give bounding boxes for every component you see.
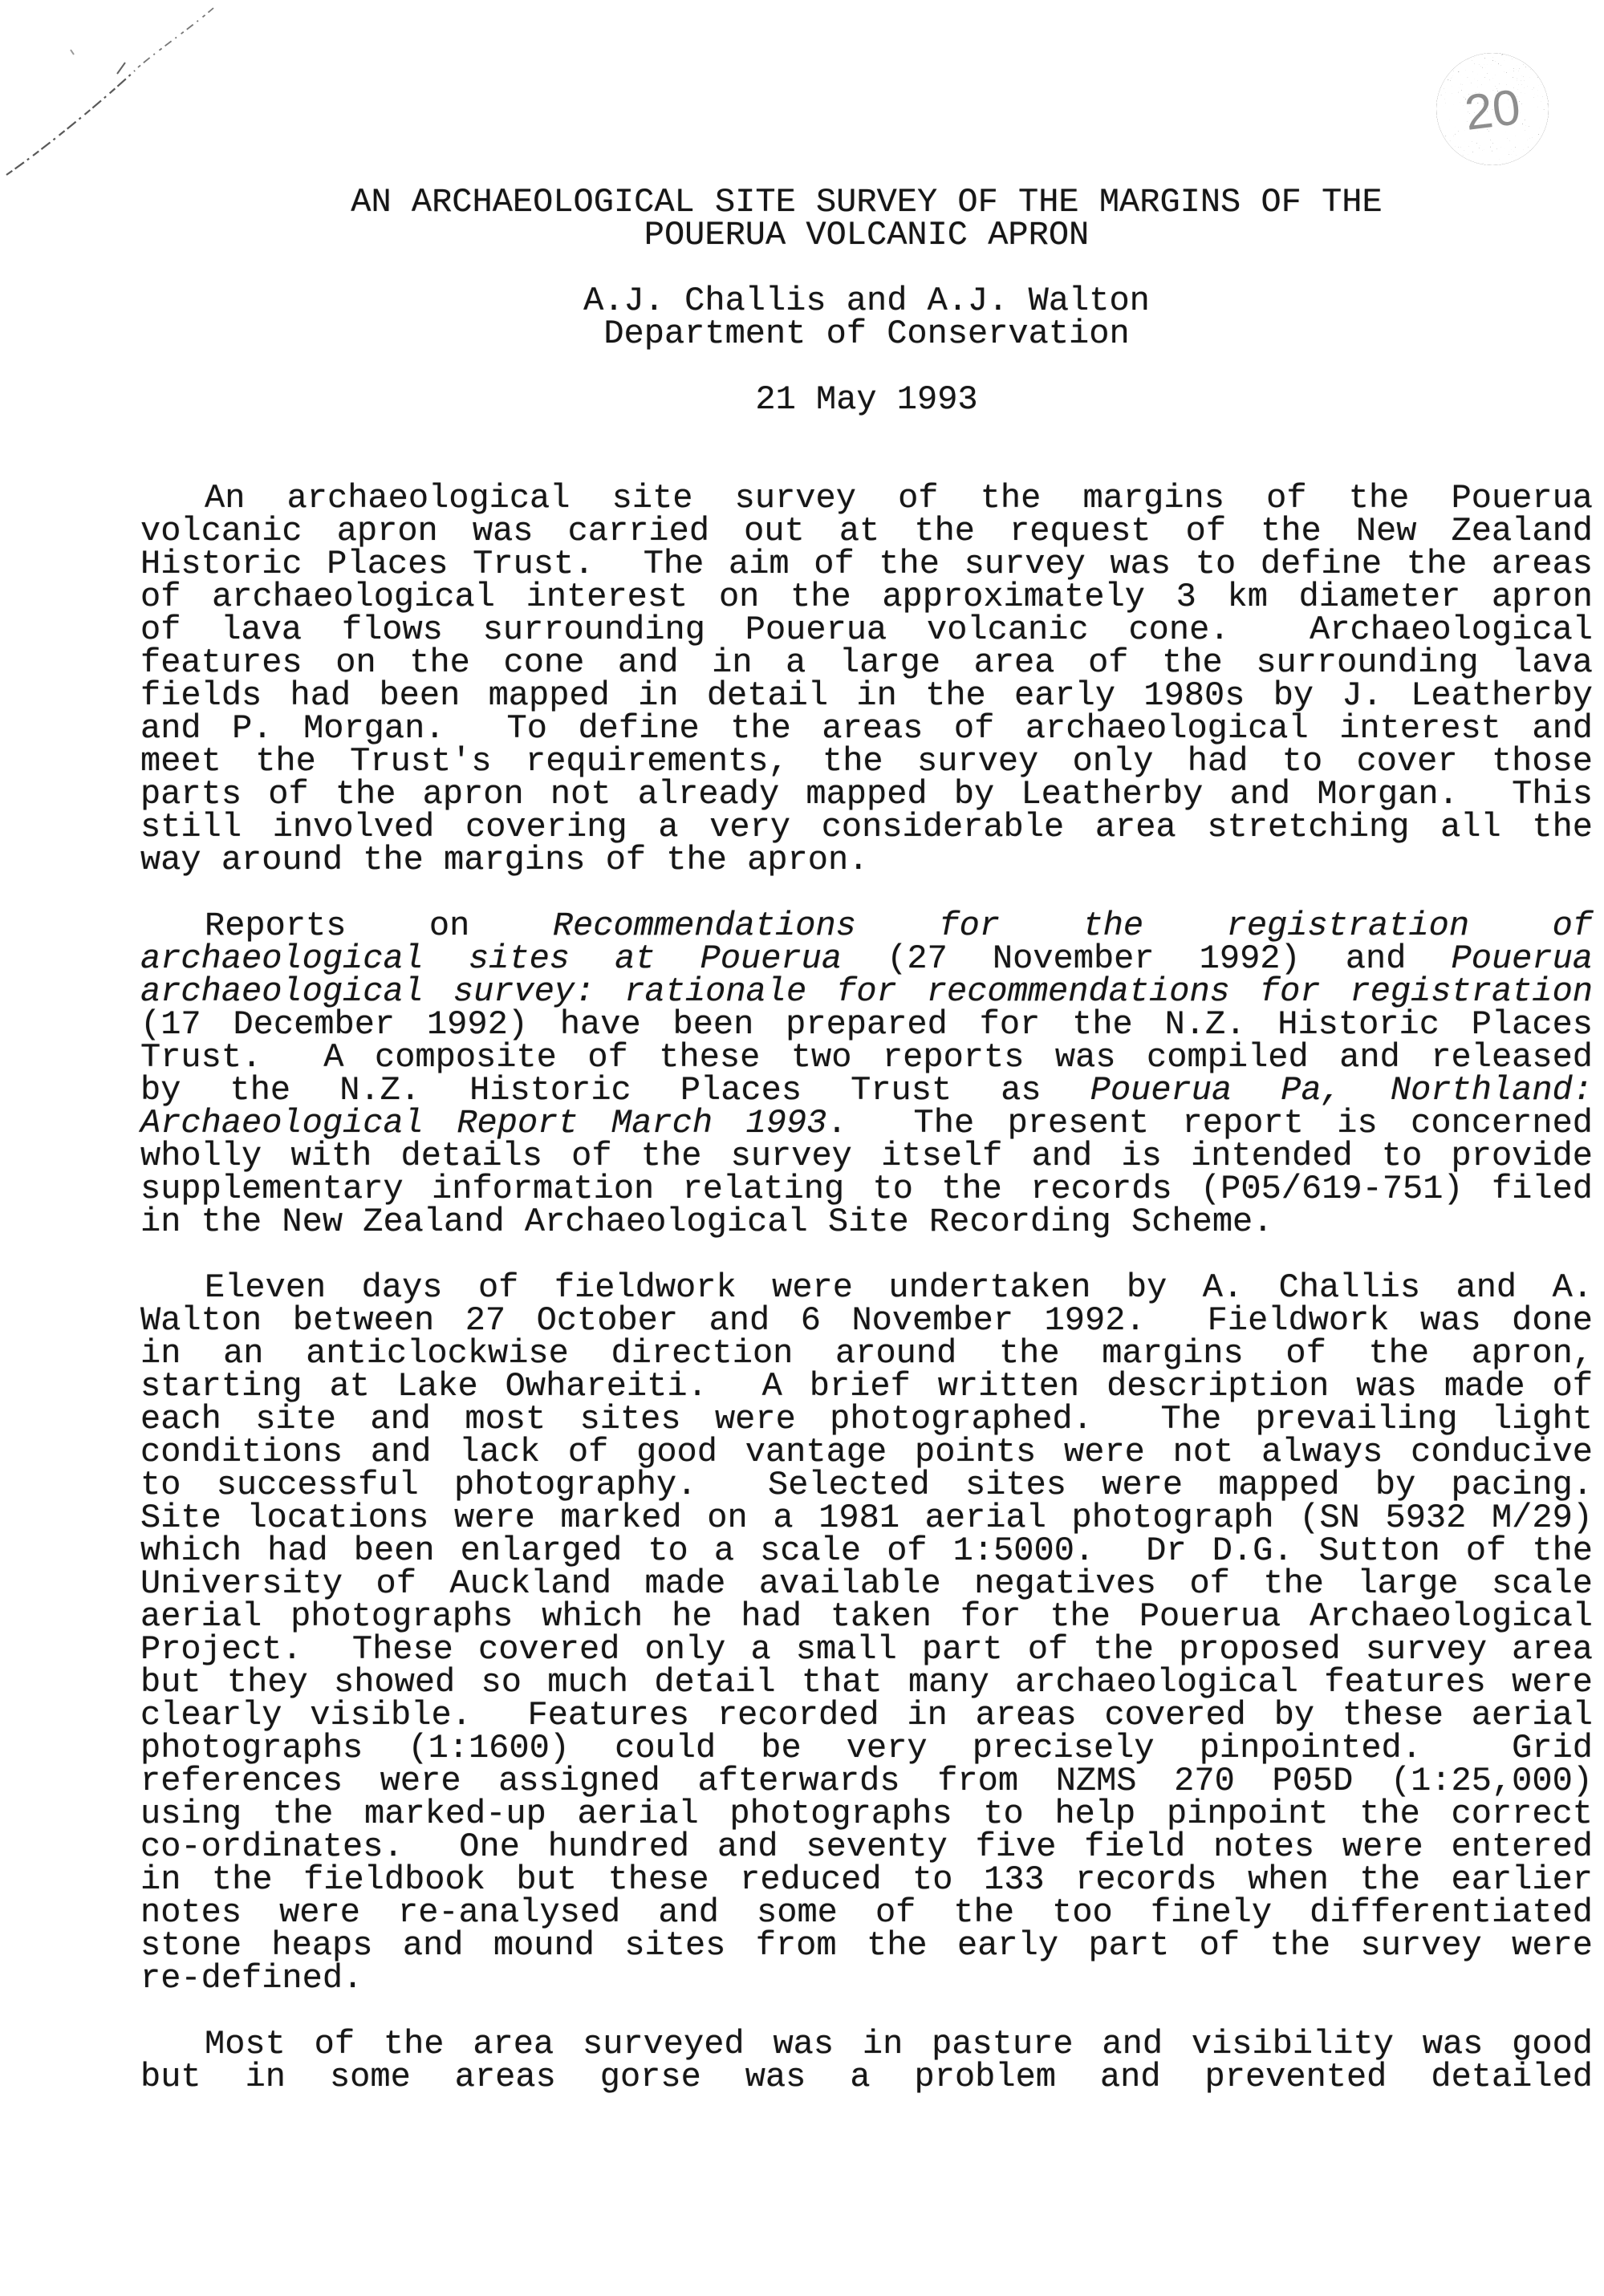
text-line [140,1827,1593,1866]
text-line [140,1729,1593,1767]
text-segment: . The present report is concerned [826,1104,1593,1142]
document-title-line2: POUERUA VOLCANIC APRON [644,216,1090,254]
document-body [140,479,1593,2096]
paragraph [140,907,1593,1241]
text-line [140,709,1593,748]
text-segment: volcanic apron was carried out at the request of the New Zealand [140,512,1593,550]
typed-document [140,0,1593,2094]
text-segment: Most of the area surveyed was in pasture and visibility was good [205,2025,1593,2063]
italic-text-segment: Pouerua [1451,939,1593,978]
text-line [140,808,1593,846]
text-line [140,972,1593,1011]
text-line [140,1597,1593,1636]
text-segment: to successful photography. Selected sites were mapped by pacing. [140,1466,1593,1504]
text-segment: Walton between 27 October and 6 November 1992. Fieldwork was done [140,1301,1593,1340]
text-line [140,1696,1593,1734]
text-segment: (27 November 1992) and [842,939,1452,978]
text-segment: fields had been mapped in detail in the early 1980s by J. Leatherby [140,676,1593,715]
text-line [140,1531,1593,1570]
text-segment: of lava flows surrounding Pouerua volcanic cone. Archaeological [140,611,1593,649]
text-segment: each site and most sites were photographed. The prevailing light [140,1400,1593,1438]
text-line [140,1005,1593,1044]
text-line [140,1433,1593,1471]
text-segment: Historic Places Trust. The aim of the survey was to define the areas [140,545,1593,583]
document-authors: A.J. Challis and A.J. Walton [583,282,1150,320]
text-line [140,1630,1593,1669]
text-segment: aerial photographs which he had taken for the Pouerua Archaeological [140,1597,1593,1636]
text-line [140,1367,1593,1406]
document-date: 21 May 1993 [755,380,978,419]
text-segment: Site locations were marked on a 1981 aerial photograph (SN 5932 M/29) [140,1499,1593,1537]
text-segment: still involved covering a very considerable area stretching all the [140,808,1593,846]
text-line [140,1071,1593,1109]
text-segment: notes were re-analysed and some of the too finely differentiated [140,1893,1593,1932]
text-line [140,1203,1593,1241]
paragraph [140,2025,1593,2096]
text-line [140,479,1593,517]
text-segment: using the marked-up aerial photographs to help pinpoint the correct [140,1795,1593,1833]
text-line [140,643,1593,682]
italic-text-segment: archaeological sites at Pouerua [140,939,843,978]
text-line [140,1466,1593,1504]
text-line [140,907,1593,945]
text-line [140,512,1593,550]
text-segment: Trust. A composite of these two reports was compiled and released [140,1038,1593,1077]
text-line [140,1137,1593,1175]
text-line [140,742,1593,781]
text-segment: and P. Morgan. To define the areas of archaeological interest and [140,709,1593,748]
text-line [140,676,1593,715]
text-segment: conditions and lack of good vantage points were not always conducive [140,1433,1593,1471]
text-line [140,1926,1593,1965]
text-line [140,1038,1593,1077]
text-segment: re-defined. [140,1959,363,1998]
text-line [140,1795,1593,1833]
text-line [140,1334,1593,1373]
text-segment: starting at Lake Owhareiti. A brief written description was made of [140,1367,1593,1406]
stamp-number-text: 20 [1461,79,1524,141]
text-segment: parts of the apron not already mapped by Leatherby and Morgan. This [140,775,1593,813]
text-segment: Reports on [205,907,553,945]
text-line [140,2025,1593,2063]
text-line [140,1104,1593,1142]
text-segment: clearly visible. Features recorded in areas covered by these aerial [140,1696,1593,1734]
text-segment: Eleven days of fieldwork were undertaken by A. Challis and A. [205,1268,1593,1307]
text-line [140,841,1593,879]
text-segment: co-ordinates. One hundred and seventy five field notes were entered [140,1827,1593,1866]
text-segment: which had been enlarged to a scale of 1:5000. Dr D.G. Sutton of the [140,1531,1593,1570]
text-line [140,775,1593,813]
text-segment: wholly with details of the survey itself and is intended to provide [140,1137,1593,1175]
text-segment: but in some areas gorse was a problem and prevented detailed [140,2058,1593,2096]
text-line [140,1268,1593,1307]
text-segment: by the N.Z. Historic Places Trust as [140,1071,1090,1109]
text-segment: An archaeological site survey of the margins of the Pouerua [205,479,1593,517]
text-line [140,1860,1593,1899]
text-segment: in an anticlockwise direction around the margins of the apron, [140,1334,1593,1373]
text-segment: references were assigned afterwards from NZMS 270 P05D (1:25,000) [140,1762,1593,1800]
italic-text-segment: Pouerua Pa, Northland: [1090,1071,1593,1109]
text-segment: way around the margins of the apron. [140,841,869,879]
paragraph [140,1268,1593,1998]
document-organization: Department of Conservation [603,314,1130,353]
text-segment: supplementary information relating to the records (P05/619-751) filed [140,1170,1593,1208]
text-line [140,1893,1593,1932]
text-segment: Project. These covered only a small part of the proposed survey area [140,1630,1593,1669]
text-segment: in the New Zealand Archaeological Site Recording Scheme. [140,1203,1273,1241]
text-segment: (17 December 1992) have been prepared for the N.Z. Historic Places [140,1005,1593,1044]
text-line [140,1564,1593,1603]
paragraph [140,479,1593,879]
text-line [140,611,1593,649]
text-line [140,1959,1593,1998]
text-line [140,2058,1593,2096]
italic-text-segment: archaeological survey: rationale for recommendations for registration [140,972,1593,1011]
text-segment: stone heaps and mound sites from the early part of the survey were [140,1926,1593,1965]
text-segment: features on the cone and in a large area of the surrounding lava [140,643,1593,682]
text-line [140,939,1593,978]
text-line [140,1762,1593,1800]
text-line [140,1400,1593,1438]
text-segment: of archaeological interest on the approximately 3 km diameter apron [140,578,1593,616]
text-line [140,545,1593,583]
text-line [140,1170,1593,1208]
text-segment: photographs (1:1600) could be very precisely pinpointed. Grid [140,1729,1593,1767]
text-line [140,1301,1593,1340]
italic-text-segment: Recommendations for the registration of [552,907,1593,945]
text-segment: but they showed so much detail that many archaeological features were [140,1663,1593,1702]
text-line [140,1499,1593,1537]
text-line [140,1663,1593,1702]
text-segment: meet the Trust's requirements, the survey only had to cover those [140,742,1593,781]
document-title-line1: AN ARCHAEOLOGICAL SITE SURVEY OF THE MARGINS OF THE [351,183,1383,221]
text-line [140,578,1593,616]
text-segment: in the fieldbook but these reduced to 133 records when the earlier [140,1860,1593,1899]
italic-text-segment: Archaeological Report March 1993 [140,1104,827,1142]
text-segment: University of Auckland made available negatives of the large scale [140,1564,1593,1603]
